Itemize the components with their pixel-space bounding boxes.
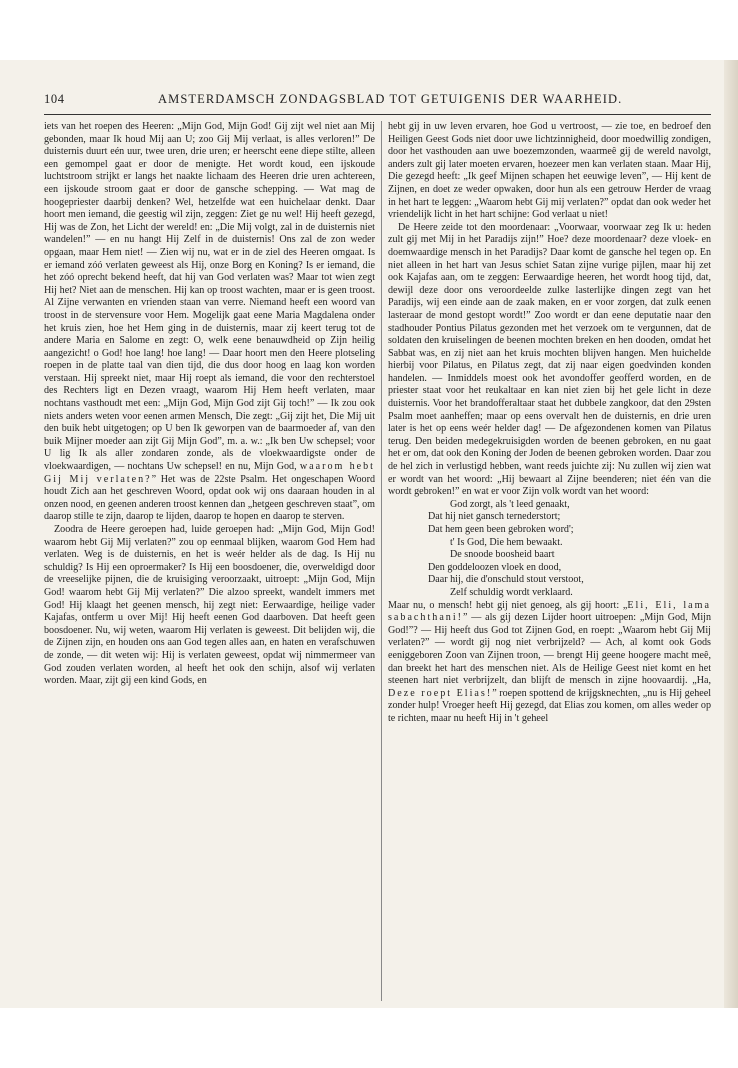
psalm-verse xyxy=(388,499,711,600)
page-fold-shadow xyxy=(724,60,738,1008)
right-paragraph-3 xyxy=(388,600,711,726)
verse-line: t' Is God, Die hem bewaakt. xyxy=(450,536,563,548)
left-paragraph-2: Zoodra de Heere geroepen had, luide geroepen had: „Mijn God, Mijn God! waarom hebt Gij Mij verlaten?” zou op eenmaal blijken, waarom God Hem had verlaten. Weg is de duisternis, en het is weér helder als de dag. Is Hij nu schuldig? Is Hij een oproermaker? Is Hij een boosdoener, die, overweldigd door de vreeselijke pijnen, die de kruisiging veroorzaakt, uitroept: „Mijn God, Mijn God! waarom hebt Gij Mij verlaten?” Die alzoo spreekt, wandelt immers met God! Hij klaagt het geenen mensch, hij zegt niet: Eerwaardige, heilige vader Kajafas, ontferm u over Mij! Hij heeft eenen God daarboven. Dat heeft geen boosdoener. Nu, wij weten, waarom Hij verlaten is geweest. Dit belijden wij, die de Zijnen zijn, en houden ons aan God tegen alles aan, en haten en verafschuwen de zonde, — dit weten wij: Hij is verlaten geweest, opdat wij nimmermeer van God zouden verlaten worden, al heeft het ook den schijn, alsof wij verlaten worden. Maar, zijt gij een kind Gods, en xyxy=(44,524,375,687)
verse-line: God zorgt, als 't leed genaakt, xyxy=(450,498,570,510)
text-run: Maar nu, o mensch! hebt gij niet genoeg, als gij hoort: „ xyxy=(388,599,628,611)
page-header xyxy=(44,92,710,110)
left-column xyxy=(44,121,375,688)
text-run: ” Het was de 22ste Psalm. Het ongeschapen Woord houdt Zich aan het geschreven Woord, opdat ook wij ons daaraan houden in al onzen nood, en geenen anderen troost kennen dan „hetgeen geschreven staat”, om daarop stille te zijn, daarop te lijden, daarop te hopen en daarop te sterven. xyxy=(44,473,375,523)
right-column xyxy=(388,121,711,726)
emphasized-text: waarom hebt Gij Mij verlaten? xyxy=(44,461,375,485)
text-run: ” — als gij dezen Lijder hoort uitroepen: „Mijn God, Mijn God!”? — Hij heeft dus God tot Zijnen God, en roept: „Waarom hebt Gij Mij verlaten?” — wordt gij nog niet verbrijzeld? — Ach, al komt ook Gods eeniggeboren Zoon van Zijnen troon, — brengt Hij geene hoogere macht meê, dan breekt het hart des menschen niet. Als de Heilige Geest niet komt en het steenen hart niet verbrijzelt, dan blijft de mensch in zijne hoovaardij. „Ha, xyxy=(388,612,711,687)
text-run: ” roepen spottend de krijgsknechten, „nu is Hij geheel zonder hulp! Vroeger heeft Hij gezegd, dat Elias zou komen, om alles weder op te richten, maar nu heeft Hij in 't geheel xyxy=(388,687,712,724)
page-number: 104 xyxy=(44,92,65,106)
text-run: iets van het roepen des Heeren: „Mijn God, Mijn God! Gij zijt wel niet aan Mij gebonden, maar Ik houd Mij aan U; zoo Gij Mij verlaat, is alles verloren!” De duisternis duurt eén uur, twee uren, drie uren; er heerscht eene diepe stilte, alleen een gemompel gaat er door de menigte. Het wordt koud, een ijskoude luchtstroom strijkt er langs het naakte lichaam des Heeren drie uren achtereen, een ijskoude stroom gaat er door de gansche schepping. — Wat mag de hoogepriester daarbij denken? Wel, hetzelfde wat een huichelaar denkt. Daar hoort men iemand, die geestig wil zijn, zeggen: Ziet ge nu wel! Hij heeft gezegd, Hij was de Zon, het Licht der wereld! en: „Die Mij volgt, zal in de duisternis niet wandelen!” — en nu hangt Hij Zelf in de duisternis! Ons zal de zon weder opgaan, maar Hem niet! — Zien wij nu, wat er in de ziel des Heeren omgaat. Is er iemand zóó verlaten geweest als Hij, onze Borg en Koning? Is er iemand, die het zóó oprecht bekend heeft, dat hij van God verlaten was? Maar tot wien zegt Hij het? Niet aan de menschen. Hij kan op troost wachten, maar er is geen troost. Al Zijne verwanten en vrienden staan van verre. Niemand heeft een woord van troost in de stervensure voor Hem. Mogelijk gaat eene Maria Magdalena onder het kruis zien, hoe het Hem ging in de duisternis, maar zij keert terug tot de andere Maria en Salome en zegt: O, welk eene benauwdheid op Zijn heilig aangezicht! o God! hoe lang! hoe lang! — Daar hoort men den Heere plotseling roepen in de platte taal van dien tijd, die dus door hoog en laag kon worden verstaan. Hij spreekt niet, maar Hij roept als iemand, die voor den rechterstoel des Rechters ligt en Dezen vraagt, waarom Hij Hem heeft verlaten, maar nochtans vasthoudt met een: „Mijn God, Mijn God zijt Gij toch!” — Ik zou ook niets anders weten voor eenen armen Mensch, Die zegt: „Gij zijt het, Die Mij uit den buik hebt uitgetogen; op U ben Ik geworpen van de baarmoeder af, van den buik Mijner moeder aan zijt Gij Mijn God”, m. a. w.: „Ik ben Uw schepsel; voor U lig Ik als aller zondaren zonde, als de vloekwaardigste onder de vloekwaardigen, — nochtans Uw schepsel! en nu, Mijn God, xyxy=(44,121,375,473)
left-paragraph-1 xyxy=(44,121,375,524)
verse-line: Dat hij niet gansch ternederstort; xyxy=(428,511,561,523)
verse-line: Den goddeloozen vloek en dood, xyxy=(428,561,562,573)
journal-title: AMSTERDAMSCH ZONDAGSBLAD TOT GETUIGENIS DER WAARHEID. xyxy=(158,92,623,106)
right-paragraph-2: De Heere zeide tot den moordenaar: „Voorwaar, voorwaar zeg Ik u: heden zult gij met Mij in het Paradijs zijn!” Hoe? deze moordenaar? deze vloek- en doemwaardige mensch in het Paradijs? Daar komt de gansche hel tegen op. En niet alleen in het hart van Jesus schiet Satan zijne vurige pijlen, maar hij zet ook Kajafas aan, om te zeggen: Eerwaardige heeren, het wordt hoog tijd, dat, dewijl deze door ons veroordeelde zulke lasterlijke dingen zegt van het Paradijs, wij een einde aan de zaak maken, en er voor zorgen, dat zulk eenen lasteraar de mond gestopt wordt!” Zoo wordt er dan eene deputatie naar den stadhouder Pontius Pilatus gezonden met het verzoek om te vergunnen, dat de soldaten den kruiselingen de beenen mochten breken en hen dooden, omdat het Sabbat was, en zij niet aan het kruis mochten blijven hangen. Men huichelde hierbij voor Pilatus, en Pilatus zegt, dat zij naar eigen goedvinden konden handelen. — Inmiddels moest ook het avondoffer geofferd worden, en de priester staat voor het reukaltaar en kan niet zien bij het gele licht in deze duisternis. Voor het brandofferaltaar staat het dubbele zangkoor, dat den 29sten Psalm moet aanheffen; maar op eens overvalt hen de duisternis, en drie uren later is het op eens weér helder dag! — De afgezondenen komen van Pilatus terug. Den beiden medegekruisigden worden de beenen gebroken, en nu gaat het er om, dat ook den Koning der Joden de beenen gebroken worden. Daar zou de hel zich in verlustigd hebben, want reeds juichte zij: Nu zullen wij zien wat er wordt van het woord: „Hij bewaart al Zijne beenderen; niet één van die wordt gebroken!” en wat er voor Zijn volk wordt van het woord: xyxy=(388,221,711,498)
column-divider xyxy=(381,121,382,1001)
right-paragraph-1: hebt gij in uw leven ervaren, hoe God u vertroost, — zie toe, en bedroef den Heiligen Geest Gods niet door uwe lichtzinnigheid, door moedwillig zondigen, door het vasthouden aan uwe boezemzonden, waarmeê gij de wereld navolgt, anders zult gij later moeten ervaren, hoezeer men kan verlaten staan. Maar Hij, Die gezegd heeft: „Ik geef Mijnen schapen het eeuwige leven”, — Hij kent de Zijnen, en doet ze weder opwaken, door hun als een getrouw Herder de vraag in het hart te leggen: „Waarom hebt Gij mij verlaten?” opdat dan ook weder het vriendelijk licht in het hart schijne: God verlaat u niet! xyxy=(388,121,711,221)
verse-line: De snoode boosheid baart xyxy=(450,549,555,561)
verse-line: Dat hem geen been gebroken word'; xyxy=(428,524,574,535)
header-rule xyxy=(44,114,711,115)
verse-line: Daar hij, die d'onschuld stout verstoot, xyxy=(428,574,584,586)
verse-line: Zelf schuldig wordt verklaard. xyxy=(450,586,573,598)
emphasized-text: Deze roept Elias! xyxy=(388,687,493,699)
emphasized-text: Eli, Eli, lama sabachthani! xyxy=(388,599,711,624)
